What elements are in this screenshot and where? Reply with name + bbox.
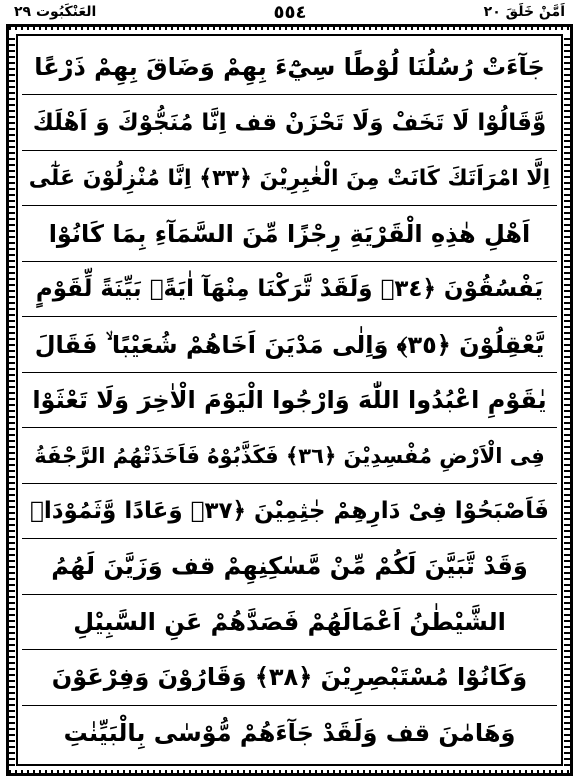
page-header [0,0,579,24]
text-line-4: اَهْلِ هٰذِهِ الْقَرْيَةِ رِجْزًا مِّنَ السَّمَآءِ بِمَا كَانُوْا [22,206,557,261]
surah-label: العَنْكَبُوت ٢٩ [14,4,97,20]
text-line-13: وَهَامٰنَ قف وَلَقَدْ جَآءَهُمْ مُّوْسٰى بِالْبَيِّنٰتِ [63,718,516,747]
text-line-10: وَقَدْ تَّبَيَّنَ لَكُمْ مِّنْ مَّسٰكِنِهِمْ قف وَزَيَّنَ لَهُمُ [22,539,557,594]
text-line-5: يَفْسُقُوْنَ ﴿٣٤﴾ وَلَقَدْ تَّرَكْنَا مِنْهَآ اٰيَةًۢ بَيِّنَةً لِّقَوْمٍ [22,262,557,317]
text-line-7: يٰقَوْمِ اعْبُدُوا اللّٰهَ وَارْجُوا الْيَوْمَ الْاٰخِرَ وَلَا تَعْثَوْا [22,373,557,428]
text-line-2: وَّقَالُوْا لَا تَخَفْ وَلَا تَحْزَنْ قف اِنَّا مُنَجُّوْكَ وَ اَهْلَكَ [22,95,557,150]
text-line-9: فَاَصْبَحُوْا فِىْ دَارِهِمْ جٰثِمِيْنَ ﴿٣٧﴾ وَعَادًا وَّثَمُوْدَا۟ [22,484,557,539]
text-line-1: جَآءَتْ رُسُلُنَا لُوْطًا سِيْٓءَ بِهِمْ وَضَاقَ بِهِمْ ذَرْعًا [22,40,557,95]
text-line-8: فِى الْاَرْضِ مُفْسِدِيْنَ ﴿٣٦﴾ فَكَذَّبُوْهُ فَاَخَذَتْهُمُ الرَّجْفَةُ [22,428,557,483]
verse-lines [22,40,557,760]
border-band-left [9,34,15,766]
juz-label: اَمَّنْ خَلَقَ ٢٠ [483,4,565,20]
text-line-6: يَّعْقِلُوْنَ ﴿٣٥﴾ وَاِلٰى مَدْيَنَ اَخَاهُمْ شُعَيْبًا ۙ فَقَالَ [22,317,557,372]
text-line-3: اِلَّا امْرَاَتَكَ كَانَتْ مِنَ الْغٰبِرِيْنَ ﴿٣٣﴾ اِنَّا مُنْزِلُوْنَ عَلٰٓى [22,151,557,206]
decorative-border [6,24,573,776]
border-band-right [564,34,570,766]
page-number: ٥٥٤ [273,1,307,23]
text-line-12: وَكَانُوْا مُسْتَبْصِرِيْنَ ﴿٣٨﴾ وَقَارُوْنَ وَفِرْعَوْنَ [22,650,557,705]
text-line-11: الشَّيْطٰنُ اَعْمَالَهُمْ فَصَدَّهُمْ عَنِ السَّبِيْلِ [22,595,557,650]
